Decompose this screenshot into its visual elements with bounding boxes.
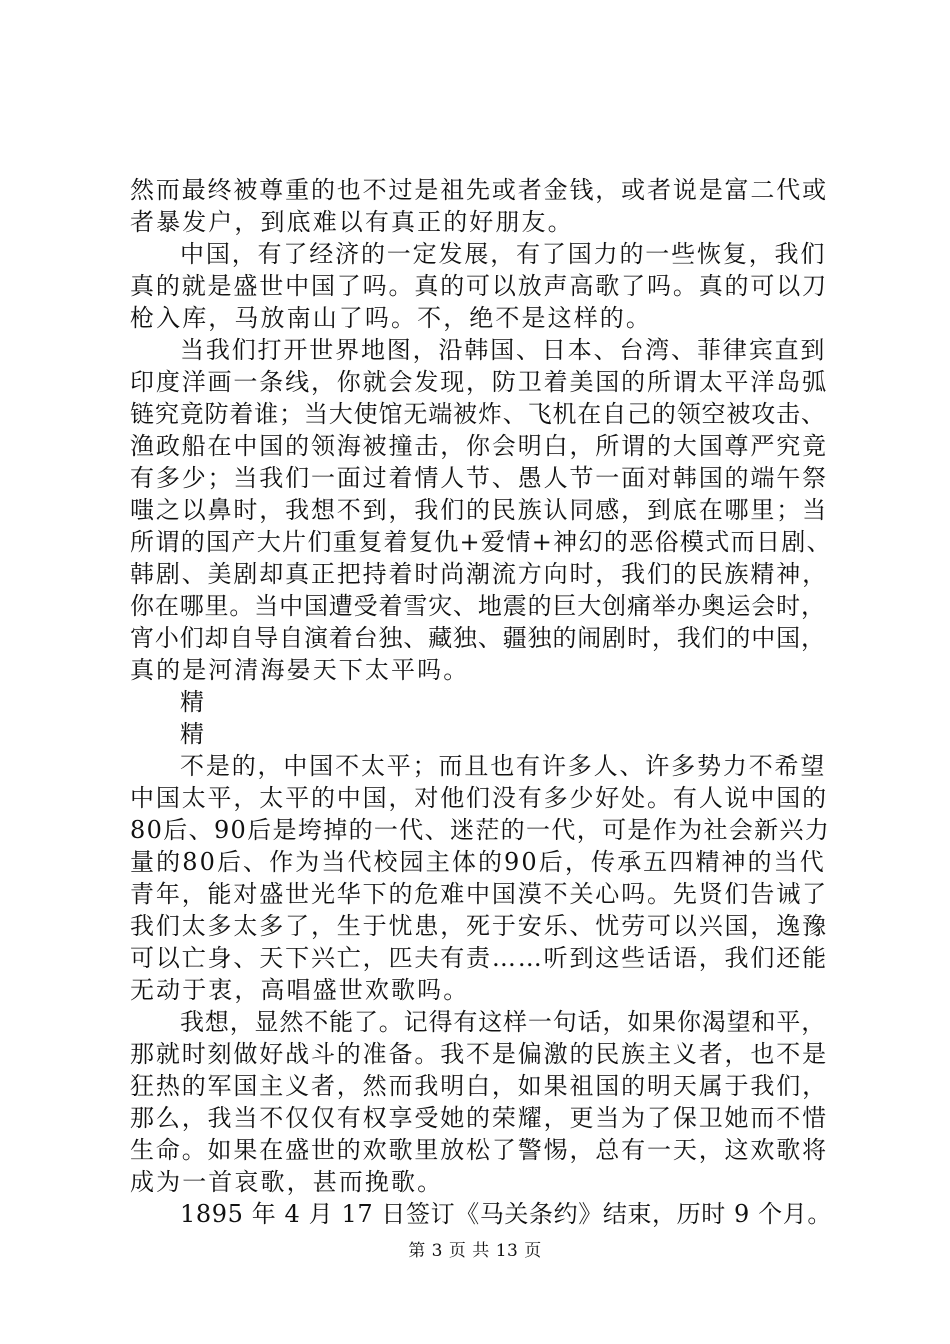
text-line: 枪入库，马放南山了吗。不，绝不是这样的。	[130, 304, 652, 332]
text-line: 然而最终被尊重的也不过是祖先或者金钱，或者说是富二代或	[130, 176, 828, 204]
text-line: 那么，我当不仅仅有权享受她的荣耀，更当为了保卫她而不惜	[130, 1104, 828, 1132]
text-line: 你在哪里。当中国遭受着雪灾、地震的巨大创痛举办奥运会时，	[130, 592, 826, 620]
text-line: 真的是河清海晏天下太平吗。	[130, 656, 470, 684]
text-line: 当我们打开世界地图，沿韩国、日本、台湾、菲律宾直到	[180, 336, 827, 364]
text-line: 80后、90后是垮掉的一代、迷茫的一代，可是作为社会新兴力	[130, 816, 831, 844]
text-line: 狂热的军国主义者，然而我明白，如果祖国的明天属于我们，	[130, 1072, 828, 1100]
text-line: 精	[180, 720, 207, 748]
text-line: 链究竟防着谁；当大使馆无端被炸、飞机在自己的领空被攻击、	[130, 400, 826, 428]
text-line: 韩剧、美剧却真正把持着时尚潮流方向时，我们的民族精神，	[130, 560, 828, 588]
page-footer: 第 3 页 共 13 页	[408, 1241, 542, 1261]
text-line: 有多少；当我们一面过着情人节、愚人节一面对韩国的端午祭	[130, 464, 828, 492]
text-line: 无动于衷，高唱盛世欢歌吗。	[130, 976, 470, 1004]
text-line: 生命。如果在盛世的欢歌里放松了警惕，总有一天，这欢歌将	[130, 1136, 828, 1164]
text-line: 我们太多太多了，生于忧患，死于安乐、忧劳可以兴国，逸豫	[130, 912, 828, 940]
text-line: 中国太平，太平的中国，对他们没有多少好处。有人说中国的	[130, 784, 828, 812]
text-line: 嗤之以鼻时，我想不到，我们的民族认同感，到底在哪里；当	[130, 496, 828, 524]
text-line: 那就时刻做好战斗的准备。我不是偏激的民族主义者，也不是	[130, 1040, 828, 1068]
text-line: 不是的，中国不太平；而且也有许多人、许多势力不希望	[180, 752, 827, 780]
text-line: 者暴发户，到底难以有真正的好朋友。	[130, 208, 574, 236]
text-line: 1895 年 4 月 17 日签订《马关条约》结束，历时 9 个月。	[180, 1200, 832, 1228]
text-line: 精	[180, 688, 207, 716]
text-line: 渔政船在中国的领海被撞击，你会明白，所谓的大国尊严究竟	[130, 432, 828, 460]
text-line: 印度洋画一条线，你就会发现，防卫着美国的所谓太平洋岛弧	[130, 368, 828, 396]
text-line: 宵小们却自导自演着台独、藏独、疆独的闹剧时，我们的中国，	[130, 624, 826, 652]
text-line: 真的就是盛世中国了吗。真的可以放声高歌了吗。真的可以刀	[130, 272, 828, 300]
text-line: 我想，显然不能了。记得有这样一句话，如果你渴望和平，	[180, 1008, 827, 1036]
document-body	[130, 174, 832, 1230]
text-line: 量的80后、作为当代校园主体的90后，传承五四精神的当代	[130, 848, 826, 876]
text-line: 可以亡身、天下兴亡，匹夫有责……听到这些话语，我们还能	[130, 944, 828, 972]
text-line: 中国，有了经济的一定发展，有了国力的一些恢复，我们	[180, 240, 827, 268]
text-line: 成为一首哀歌，甚而挽歌。	[130, 1168, 444, 1196]
text-line: 所谓的国产大片们重复着复仇+爱情+神幻的恶俗模式而日剧、	[130, 528, 833, 556]
text-line: 青年，能对盛世光华下的危难中国漠不关心吗。先贤们告诫了	[130, 880, 828, 908]
